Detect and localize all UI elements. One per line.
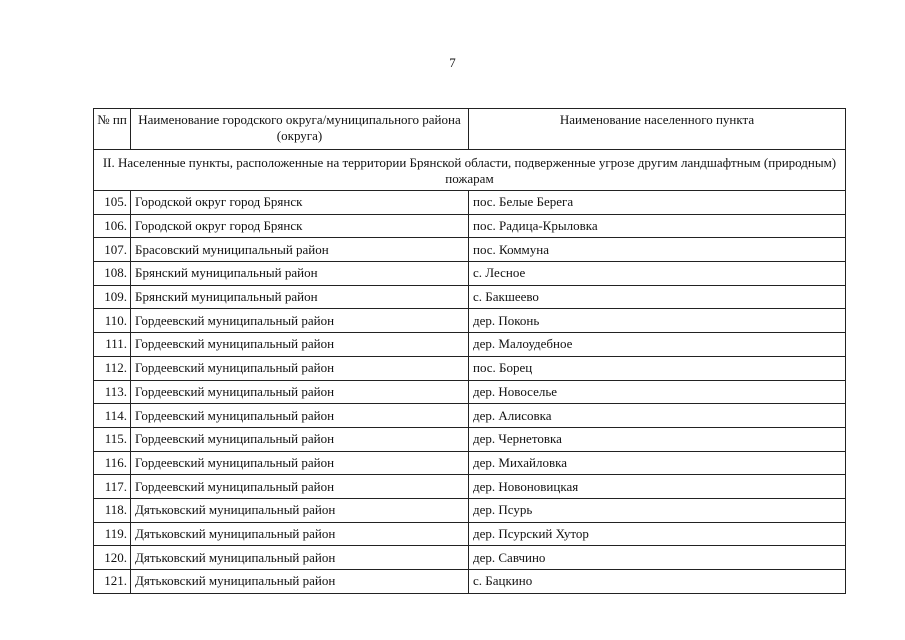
row-settlement: дер. Михайловка (469, 451, 846, 475)
row-district: Дятьковский муниципальный район (131, 522, 469, 546)
row-number: 116. (94, 451, 131, 475)
row-settlement: дер. Малоудебное (469, 333, 846, 357)
row-settlement: пос. Коммуна (469, 238, 846, 262)
row-settlement: дер. Поконь (469, 309, 846, 333)
section-title: II. Населенные пункты, расположенные на территории Брянской области, подверженные угрозе другим ландшафтным (природным) пожарам (94, 150, 846, 191)
table-row (94, 404, 846, 428)
table-row (94, 356, 846, 380)
table-header-row (94, 109, 846, 150)
row-district: Дятьковский муниципальный район (131, 570, 469, 594)
row-district: Гордеевский муниципальный район (131, 451, 469, 475)
row-district: Дятьковский муниципальный район (131, 546, 469, 570)
table-row (94, 285, 846, 309)
row-number: 115. (94, 427, 131, 451)
row-settlement: пос. Белые Берега (469, 191, 846, 215)
row-district: Гордеевский муниципальный район (131, 404, 469, 428)
row-number: 119. (94, 522, 131, 546)
row-number: 107. (94, 238, 131, 262)
row-number: 113. (94, 380, 131, 404)
row-number: 111. (94, 333, 131, 357)
row-district: Гордеевский муниципальный район (131, 475, 469, 499)
table-row (94, 570, 846, 594)
row-number: 114. (94, 404, 131, 428)
table-row (94, 333, 846, 357)
table-row (94, 191, 846, 215)
page-number: 7 (449, 55, 456, 70)
row-settlement: дер. Псурский Хутор (469, 522, 846, 546)
row-number: 110. (94, 309, 131, 333)
row-district: Городской округ город Брянск (131, 214, 469, 238)
row-district: Дятьковский муниципальный район (131, 498, 469, 522)
row-district: Гордеевский муниципальный район (131, 380, 469, 404)
row-number: 105. (94, 191, 131, 215)
table-row (94, 498, 846, 522)
row-district: Гордеевский муниципальный район (131, 356, 469, 380)
row-settlement: дер. Савчино (469, 546, 846, 570)
table-row (94, 546, 846, 570)
row-number: 112. (94, 356, 131, 380)
row-settlement: пос. Борец (469, 356, 846, 380)
row-settlement: с. Лесное (469, 262, 846, 286)
row-district: Брянский муниципальный район (131, 262, 469, 286)
row-settlement: дер. Чернетовка (469, 427, 846, 451)
table-row (94, 522, 846, 546)
row-number: 118. (94, 498, 131, 522)
table-row (94, 451, 846, 475)
row-number: 106. (94, 214, 131, 238)
row-district: Городской округ город Брянск (131, 191, 469, 215)
row-number: 121. (94, 570, 131, 594)
row-district: Гордеевский муниципальный район (131, 427, 469, 451)
header-district: Наименование городского округа/муниципального района (округа) (131, 109, 469, 150)
row-settlement: дер. Новоселье (469, 380, 846, 404)
table-row (94, 214, 846, 238)
table-row (94, 380, 846, 404)
header-number: № пп (94, 109, 131, 150)
row-district: Брянский муниципальный район (131, 285, 469, 309)
row-district: Гордеевский муниципальный район (131, 333, 469, 357)
header-settlement: Наименование населенного пункта (469, 109, 846, 150)
row-settlement: пос. Радица-Крыловка (469, 214, 846, 238)
section-title-row (94, 150, 846, 191)
row-settlement: дер. Псурь (469, 498, 846, 522)
settlements-table (93, 108, 846, 594)
table-row (94, 238, 846, 262)
table-row (94, 427, 846, 451)
row-number: 117. (94, 475, 131, 499)
row-number: 120. (94, 546, 131, 570)
row-number: 109. (94, 285, 131, 309)
row-district: Брасовский муниципальный район (131, 238, 469, 262)
row-settlement: с. Бакшеево (469, 285, 846, 309)
row-settlement: с. Бацкино (469, 570, 846, 594)
table-row (94, 262, 846, 286)
table-row (94, 475, 846, 499)
table-row (94, 309, 846, 333)
row-settlement: дер. Алисовка (469, 404, 846, 428)
row-settlement: дер. Новоновицкая (469, 475, 846, 499)
row-number: 108. (94, 262, 131, 286)
row-district: Гордеевский муниципальный район (131, 309, 469, 333)
